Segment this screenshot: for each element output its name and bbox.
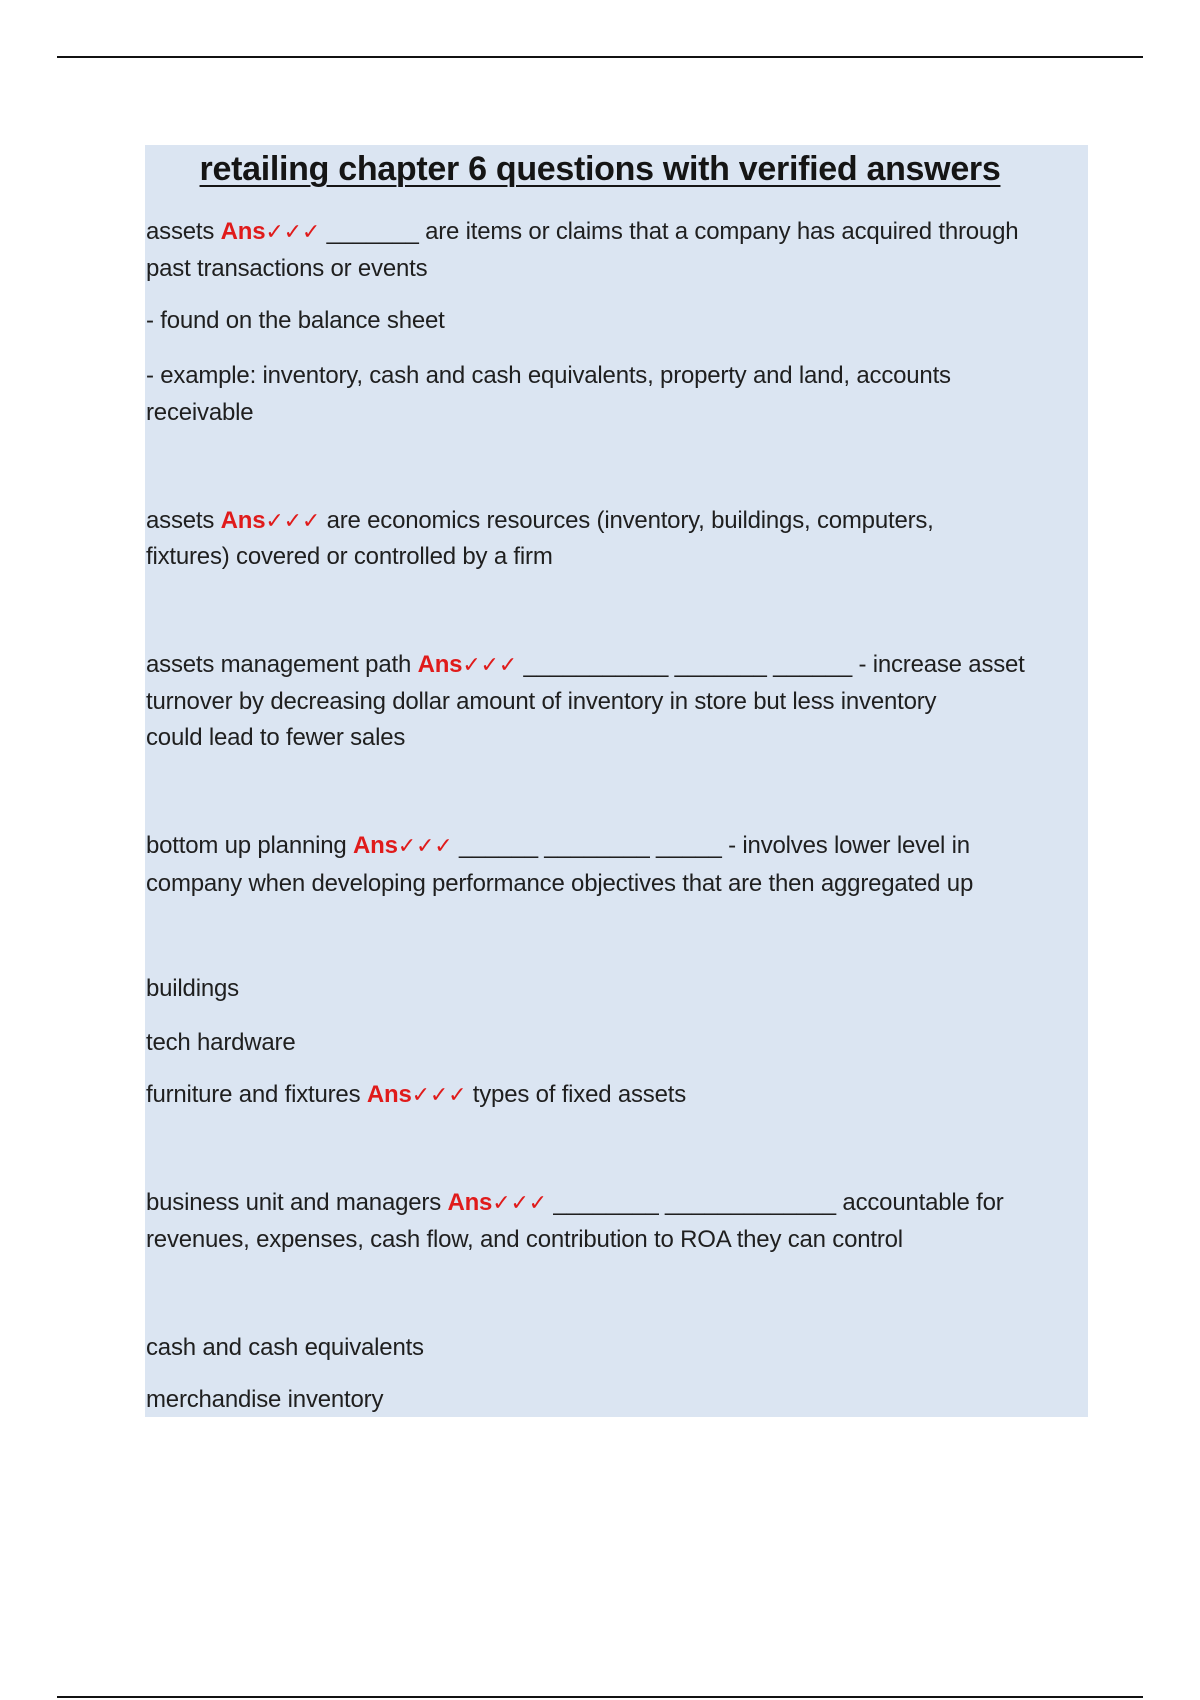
entry-1-line-5: receivable [146, 399, 254, 426]
answer-label: Ans [353, 832, 398, 859]
entry-text: ________ _____________ accountable for [553, 1189, 1004, 1216]
entry-3-line-3: could lead to fewer sales [146, 724, 406, 751]
check-icon: ✓✓✓ [397, 834, 453, 859]
check-icon: ✓✓✓ [411, 1083, 467, 1108]
check-icon: ✓✓✓ [265, 509, 321, 534]
entry-1-line-2: past transactions or events [146, 255, 428, 282]
entry-4-line-2: company when developing performance objectives that are then aggregated up [146, 870, 974, 897]
entry-term: business unit and managers [146, 1189, 441, 1216]
entry-text: are economics resources (inventory, buildings, computers, [326, 507, 934, 534]
answer-label: Ans [220, 507, 266, 534]
answer-label: Ans [447, 1189, 493, 1216]
entry-2-line-2: fixtures) covered or controlled by a firm [146, 543, 553, 570]
entry-1-line-3: - found on the balance sheet [146, 307, 445, 334]
entry-term: assets [146, 218, 215, 245]
entry-5-line-3 [146, 1077, 1091, 1114]
entry-1-line-4: - example: inventory, cash and cash equivalents, property and land, accounts [146, 362, 951, 389]
top-rule [57, 56, 1143, 58]
entry-text: ___________ _______ ______ - increase asset [523, 651, 1025, 678]
entry-term: assets [146, 507, 215, 534]
entry-term: bottom up planning [146, 832, 347, 859]
entry-text: _______ are items or claims that a company has acquired through [326, 218, 1019, 245]
entry-term: assets management path [146, 651, 412, 678]
bottom-rule [57, 1696, 1143, 1698]
entry-5-line-1: buildings [146, 975, 239, 1002]
entry-text: types of fixed assets [472, 1081, 687, 1108]
entry-text: ______ ________ _____ - involves lower level in [458, 832, 970, 859]
entry-3-line-2: turnover by decreasing dollar amount of inventory in store but less inventory [146, 688, 937, 715]
entry-7-line-2: merchandise inventory [146, 1386, 384, 1413]
entry-1-line-1 [146, 214, 1091, 251]
check-icon: ✓✓✓ [462, 653, 518, 678]
entry-4-line-1 [146, 828, 1091, 865]
entry-6-line-2: revenues, expenses, cash flow, and contribution to ROA they can control [146, 1226, 903, 1253]
entry-7-line-1: cash and cash equivalents [146, 1334, 424, 1361]
answer-label: Ans [417, 651, 463, 678]
entry-term: furniture and fixtures [146, 1081, 361, 1108]
answer-label: Ans [366, 1081, 412, 1108]
entry-3-line-1 [146, 647, 1091, 684]
document-title: retailing chapter 6 questions with verified answers [199, 150, 1001, 188]
entry-5-line-2: tech hardware [146, 1029, 296, 1056]
check-icon: ✓✓✓ [492, 1191, 547, 1216]
check-icon: ✓✓✓ [265, 220, 321, 245]
entry-2-line-1 [146, 503, 1091, 540]
entry-6-line-1 [146, 1185, 1091, 1222]
answer-label: Ans [220, 218, 266, 245]
